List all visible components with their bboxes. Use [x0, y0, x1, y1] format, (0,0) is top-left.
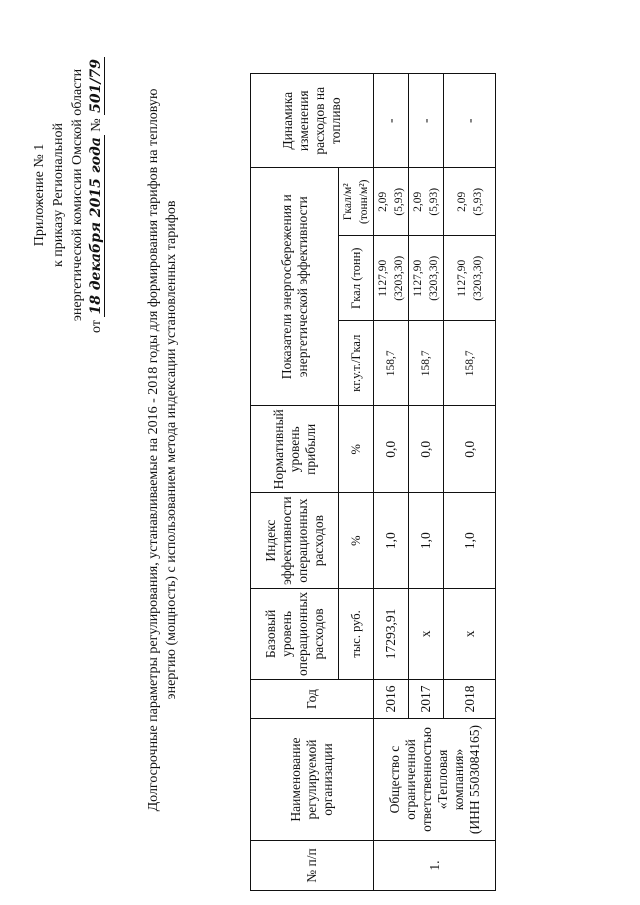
header-num: № п/п	[251, 841, 374, 891]
unit-loss-per-m2-line1: Гкал/м²	[342, 183, 354, 221]
cell-heat-loss	[374, 236, 409, 321]
header-normative-profit: Нормативный уровень прибыли	[251, 406, 339, 493]
cell-heat-loss	[409, 236, 444, 321]
org-name-line: компания»	[450, 748, 466, 811]
header-efficiency-index: Индекс эффективности операционных расходов	[251, 493, 339, 588]
cell-base-level: x	[444, 588, 496, 679]
cell-efficiency-index: 1,0	[409, 493, 444, 588]
cell-year: 2016	[374, 680, 409, 719]
cell-loss-per-m2-line2: (5,93)	[393, 187, 405, 216]
header-fuel-dynamics: Динамика изменения расходов на топливо	[251, 74, 374, 168]
header-org: Наименование регулируемой организации	[251, 719, 374, 841]
cell-loss-per-m2-line2: (5,93)	[471, 187, 484, 216]
header-energy-indicators: Показатели энергосбережения и энергетической эффективности	[251, 168, 339, 406]
cell-heat-loss-line1: 1127,90	[412, 259, 424, 297]
cell-fuel-rate: 158,7	[444, 321, 496, 406]
appendix-order-line: к приказу Региональной	[51, 122, 66, 268]
cell-efficiency-index: 1,0	[444, 493, 496, 588]
cell-fuel-rate: 158,7	[374, 321, 409, 406]
header-year: Год	[251, 680, 374, 719]
unit-heat-loss: Гкал (тонн)	[339, 236, 374, 321]
cell-loss-per-m2-line2: (5,93)	[428, 187, 440, 216]
cell-fuel-rate: 158,7	[409, 321, 444, 406]
heading-line-2: энергию (мощность) с использованием метода индексации установленных тарифов	[164, 200, 179, 700]
unit-efficiency-index: %	[339, 493, 374, 588]
handwritten-date: 18 декабря 2015 года	[88, 137, 104, 315]
cell-heat-loss-line1: 1127,90	[377, 259, 389, 297]
cell-normative-profit: 0,0	[374, 406, 409, 493]
heading-line-1: Долгосрочные параметры регулирования, устанавливаемые на 2016 - 2018 годы для формирования тарифов на тепловую	[146, 88, 161, 812]
appendix-date-line	[87, 45, 106, 345]
table-row	[374, 74, 409, 891]
cell-year: 2018	[444, 680, 496, 719]
appendix-commission-line: энергетической комиссии Омской области	[70, 68, 85, 322]
org-name-line: «Тепловая	[434, 749, 450, 810]
cell-fuel-dynamics: -	[409, 74, 444, 168]
cell-base-level: 17293,91	[374, 588, 409, 679]
org-name-line: ограниченной	[402, 739, 418, 820]
cell-normative-profit: 0,0	[409, 406, 444, 493]
cell-normative-profit: 0,0	[444, 406, 496, 493]
cell-base-level: x	[409, 588, 444, 679]
org-name-line: ответственностью	[418, 727, 434, 832]
cell-heat-loss-line1: 1127,90	[455, 259, 468, 297]
unit-loss-per-m2-line2: (тонн/м²)	[358, 179, 370, 225]
cell-heat-loss-line2: (3203,30)	[428, 255, 440, 301]
cell-heat-loss-line2: (3203,30)	[393, 255, 405, 301]
cell-efficiency-index: 1,0	[374, 493, 409, 588]
cell-fuel-dynamics: -	[374, 74, 409, 168]
cell-fuel-dynamics: -	[444, 74, 496, 168]
header-row	[251, 74, 339, 891]
cell-heat-loss	[444, 236, 496, 321]
document-heading	[145, 5, 181, 895]
appendix-number-prefix: №	[89, 118, 104, 132]
unit-normative-profit: %	[339, 406, 374, 493]
appendix-block	[30, 45, 106, 345]
cell-loss-per-m2-line1: 2,09	[377, 191, 389, 212]
unit-base-level: тыс. руб.	[339, 588, 374, 679]
cell-loss-per-m2	[409, 168, 444, 236]
org-name-line: Общество с	[386, 745, 402, 814]
cell-heat-loss-line2: (3203,30)	[471, 255, 484, 301]
parameters-table	[250, 73, 496, 891]
appendix-from-prefix: от	[89, 320, 104, 333]
cell-loss-per-m2	[374, 168, 409, 236]
appendix-title: Приложение № 1	[32, 143, 47, 247]
header-base-level: Базовый уровень операционных расходов	[251, 588, 339, 679]
org-name	[374, 719, 496, 841]
unit-loss-per-m2	[339, 168, 374, 236]
cell-year: 2017	[409, 680, 444, 719]
handwritten-number: 501/79	[88, 59, 104, 113]
cell-loss-per-m2	[444, 168, 496, 236]
row-num: 1.	[374, 841, 496, 891]
cell-loss-per-m2-line1: 2,09	[412, 191, 424, 212]
org-name-line: (ИНН 5503084165)	[466, 724, 482, 835]
unit-fuel-rate: кг.у.т./Гкал	[339, 321, 374, 406]
cell-loss-per-m2-line1: 2,09	[455, 191, 468, 212]
